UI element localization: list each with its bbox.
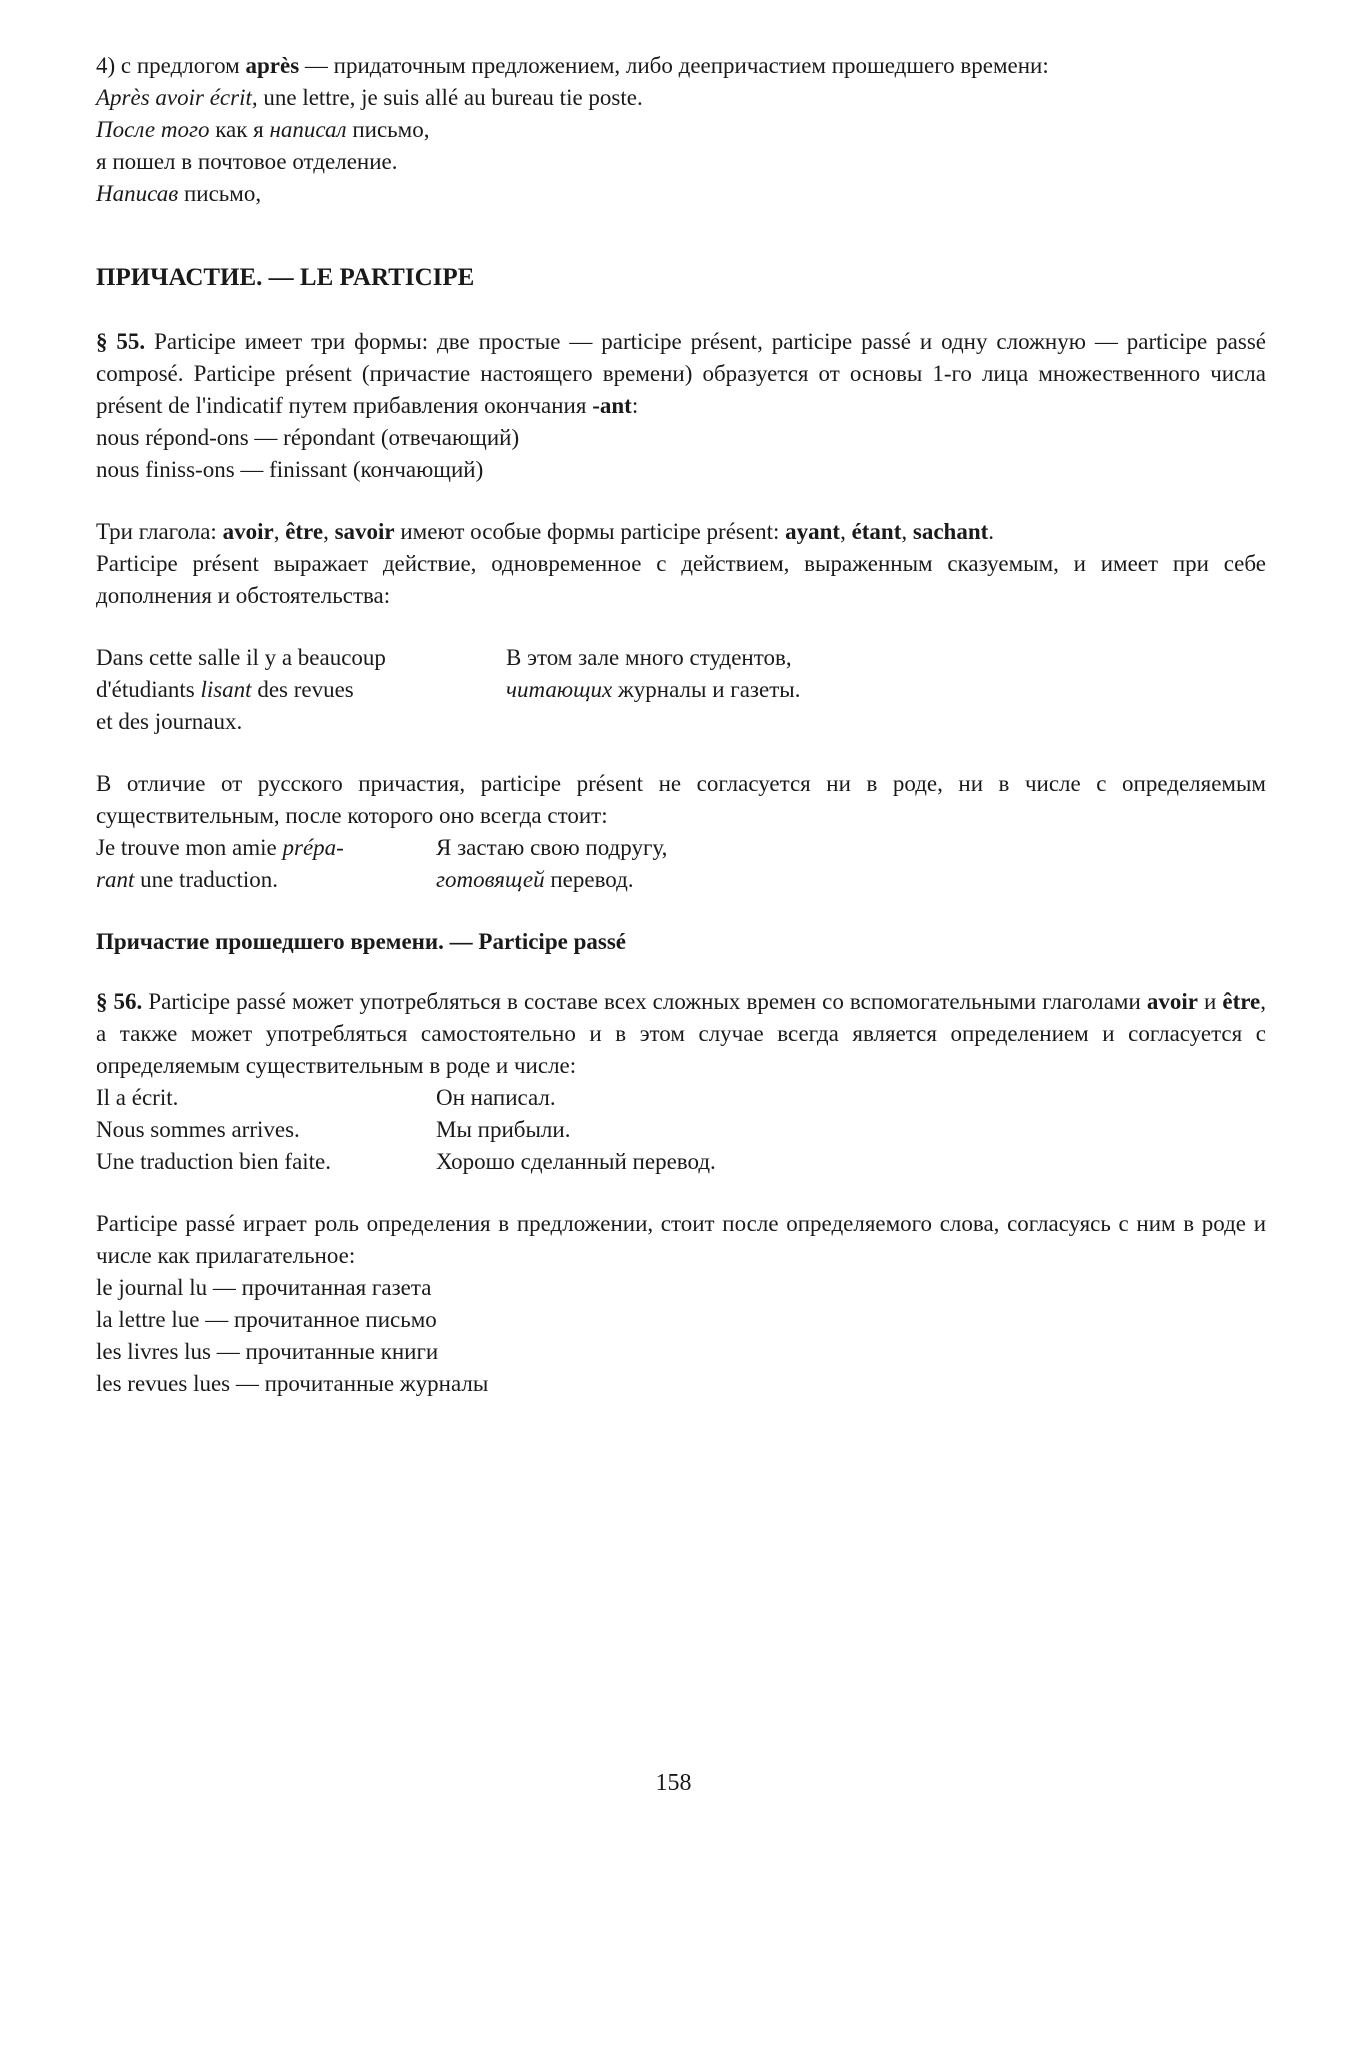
paragraph-text: Participe passé играет роль определения в предложении, стоит после определяемого слова, согласуясь с ним в роде и числе как прилагательное: xyxy=(96,1211,1266,1268)
list-item: le journal lu — прочитанная газета xyxy=(96,1275,432,1300)
example-fr xyxy=(96,82,1266,114)
example-ru: я пошел в почтовое отделение. xyxy=(96,149,398,174)
italic-term: Написав xyxy=(96,181,179,206)
italic-term: lisant xyxy=(200,677,252,702)
bold-term: savoir xyxy=(334,519,395,544)
text: , xyxy=(901,519,913,544)
page-number: 158 xyxy=(655,1770,692,1796)
example-row xyxy=(96,1146,1266,1178)
italic-term: После того xyxy=(96,117,210,142)
text: и xyxy=(1197,989,1223,1014)
section-heading: ПРИЧАСТИЕ. — LE PARTICIPE xyxy=(96,264,475,291)
example-ru xyxy=(436,832,1266,896)
paragraph-text: В отличие от русского причастия, participe présent не согласуется ни в роде, ни в числе с определяемым существительным, после которого оно всегда стоит: xyxy=(96,771,1266,828)
example-pair xyxy=(96,832,1266,896)
text: Participe имеет три формы: две простые — participe présent, participe passé и одну сложную — participe passé composé. Participe présent (причастие настоящего времени) образуется от основы 1-го лица множественного числа présent de l'indicatif путем прибавления окончания xyxy=(96,329,1266,418)
text: журналы и газеты. xyxy=(612,677,801,702)
example-fr: Il a écrit. xyxy=(96,1085,179,1110)
example-fr xyxy=(96,642,506,738)
text: Dans cette salle il y a beaucoup xyxy=(96,645,386,670)
bold-term: avoir xyxy=(1146,989,1198,1014)
text: une lettre, je suis allé au bureau tie poste. xyxy=(257,85,643,110)
example-ru: Он написал. xyxy=(436,1085,556,1110)
text: письмо, xyxy=(178,181,262,206)
text: Я застаю свою подругу, xyxy=(436,835,668,860)
text xyxy=(96,832,436,864)
paragraph-56 xyxy=(96,986,1266,1082)
paragraph-number: § 55. xyxy=(96,329,146,354)
bold-term: avoir xyxy=(222,519,274,544)
bold-term: étant xyxy=(851,519,902,544)
example-ru xyxy=(506,642,1266,738)
text: — придаточным предложением, либо деепричастием прошедшего времени: xyxy=(299,53,1049,78)
paragraph-number: § 56. xyxy=(96,989,143,1014)
example-line: nous finiss-ons — finissant (кончающий) xyxy=(96,457,484,482)
bold-term: sachant xyxy=(912,519,989,544)
list-item: les livres lus — прочитанные книги xyxy=(96,1339,439,1364)
paragraph-55 xyxy=(96,326,1266,422)
example-fr xyxy=(96,832,436,896)
three-verbs xyxy=(96,516,1266,548)
text: , xyxy=(273,519,286,544)
text: Три глагола: xyxy=(96,519,223,544)
text: как я xyxy=(209,117,270,142)
italic-term: Après avoir écrit, xyxy=(96,85,258,110)
text: письмо, xyxy=(346,117,430,142)
bold-term: ayant xyxy=(785,519,841,544)
text xyxy=(96,864,436,896)
example-pair xyxy=(96,642,1266,738)
text: Participe passé может употребляться в составе всех сложных времен со вспомогательными глаголами xyxy=(142,989,1147,1014)
text: , а также может употребляться самостоятельно и в этом случае всегда является определением и согласуется с определяемым существительным в роде и числе: xyxy=(96,989,1266,1078)
list-item: la lettre lue — прочитанное письмо xyxy=(96,1307,437,1332)
example-ru: Мы прибыли. xyxy=(436,1117,571,1142)
italic-term: rant xyxy=(96,867,135,892)
italic-term: prépa- xyxy=(282,835,344,860)
text: Je trouve mon amie xyxy=(96,835,283,860)
subsection-heading: Причастие прошедшего времени. — Participe passé xyxy=(96,929,626,954)
text: 4) с предлогом xyxy=(96,53,246,78)
text xyxy=(506,674,1266,706)
example-line: nous répond-ons — répondant (отвечающий) xyxy=(96,425,520,450)
example-ru xyxy=(96,114,1266,146)
paragraph-text: Participe présent выражает действие, одновременное с действием, выраженным сказуемым, и имеет при себе дополнения и обстоятельства: xyxy=(96,551,1266,608)
apres-rule xyxy=(96,50,1266,82)
bold-term: après xyxy=(245,53,300,78)
italic-term: читающих xyxy=(506,677,613,702)
italic-term: написал xyxy=(269,117,347,142)
bold-term: être xyxy=(285,519,324,544)
text: et des journaux. xyxy=(96,709,243,734)
bold-term: être xyxy=(1222,989,1261,1014)
text: : xyxy=(631,393,639,418)
italic-term: готовящей xyxy=(436,867,545,892)
example-fr: Une traduction bien faite. xyxy=(96,1149,332,1174)
text: имеют особые формы participe présent: xyxy=(394,519,786,544)
text: des revues xyxy=(251,677,354,702)
text: , xyxy=(323,519,335,544)
text: . xyxy=(988,519,995,544)
example-ru xyxy=(96,178,1266,210)
example-row xyxy=(96,1082,1266,1114)
text: une traduction. xyxy=(134,867,279,892)
text xyxy=(436,864,1266,896)
text: d'étudiants xyxy=(96,677,201,702)
text: В этом зале много студентов, xyxy=(506,645,792,670)
bold-term: -ant xyxy=(592,393,632,418)
list-item: les revues lues — прочитанные журналы xyxy=(96,1371,489,1396)
text: , xyxy=(840,519,852,544)
example-fr: Nous sommes arrives. xyxy=(96,1117,300,1142)
example-row xyxy=(96,1114,1266,1146)
text xyxy=(96,674,506,706)
textbook-page xyxy=(96,50,1266,1400)
example-ru: Хорошо сделанный перевод. xyxy=(436,1149,716,1174)
text: перевод. xyxy=(544,867,634,892)
